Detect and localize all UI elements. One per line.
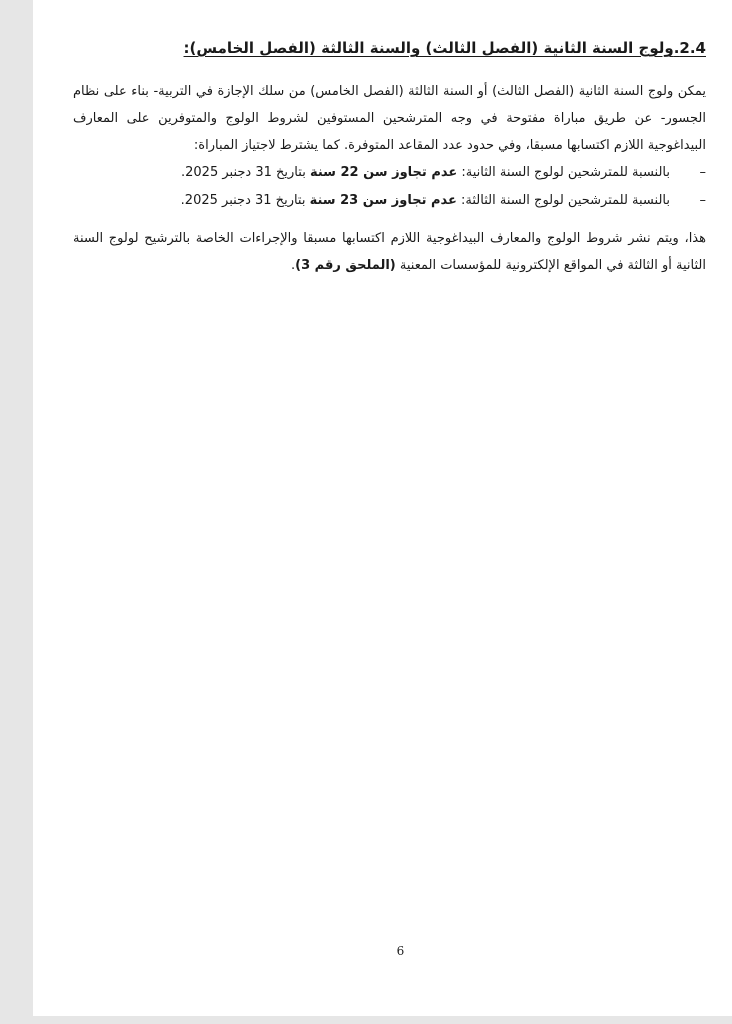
condition-suffix: بتاريخ 31 دجنبر 2025. [181, 165, 310, 180]
condition-age-limit: عدم تجاوز سن 23 سنة [309, 193, 457, 208]
page-number: 6 [396, 944, 405, 958]
intro-paragraph: يمكن ولوج السنة الثانية (الفصل الثالث) أو السنة الثالثة (الفصل الخامس) من سلك الإجازة في التربية- بناء على نظام الجسور- عن طريق مباراة مفتوحة في وجه المترشحين المستوفين لشروط الولوج والمتوفرين على المعارف البيداغوجية اللازم اكتسابها مسبقا، وفي حدود عدد المقاعد المتوفرة. كما يشترط لاجتياز المباراة: [73, 84, 706, 153]
condition-prefix: بالنسبة للمترشحين لولوج السنة الثالثة: [456, 193, 670, 208]
conditions-list [73, 159, 706, 215]
condition-suffix: بتاريخ 31 دجنبر 2025. [180, 193, 310, 208]
section-heading-text [184, 39, 706, 57]
document-page [33, 0, 732, 1016]
closing-text: هذا، ويتم نشر شروط الولوج والمعارف البيداغوجية اللازم اكتسابها مسبقا والإجراءات الخاصة بالترشيح لولوج السنة الثانية أو الثالثة في المواقع الإلكترونية للمؤسسات المعنية [73, 231, 706, 273]
bullet-dash: – [699, 165, 706, 180]
closing-end: . [290, 258, 296, 273]
section-heading [73, 36, 706, 60]
condition-item [73, 187, 706, 215]
section-title: ولوج السنة الثانية (الفصل الثالث) والسنة الثالثة (الفصل الخامس): [183, 39, 674, 57]
section-number: 2.4. [673, 39, 706, 57]
bullet-dash: – [699, 193, 706, 208]
closing-paragraph [73, 225, 706, 279]
condition-prefix: بالنسبة للمترشحين لولوج السنة الثانية: [457, 165, 670, 180]
page-content [73, 36, 706, 279]
annex-reference: (الملحق رقم 3) [295, 258, 396, 273]
condition-age-limit: عدم تجاوز سن 22 سنة [309, 165, 458, 180]
condition-item [73, 159, 706, 187]
